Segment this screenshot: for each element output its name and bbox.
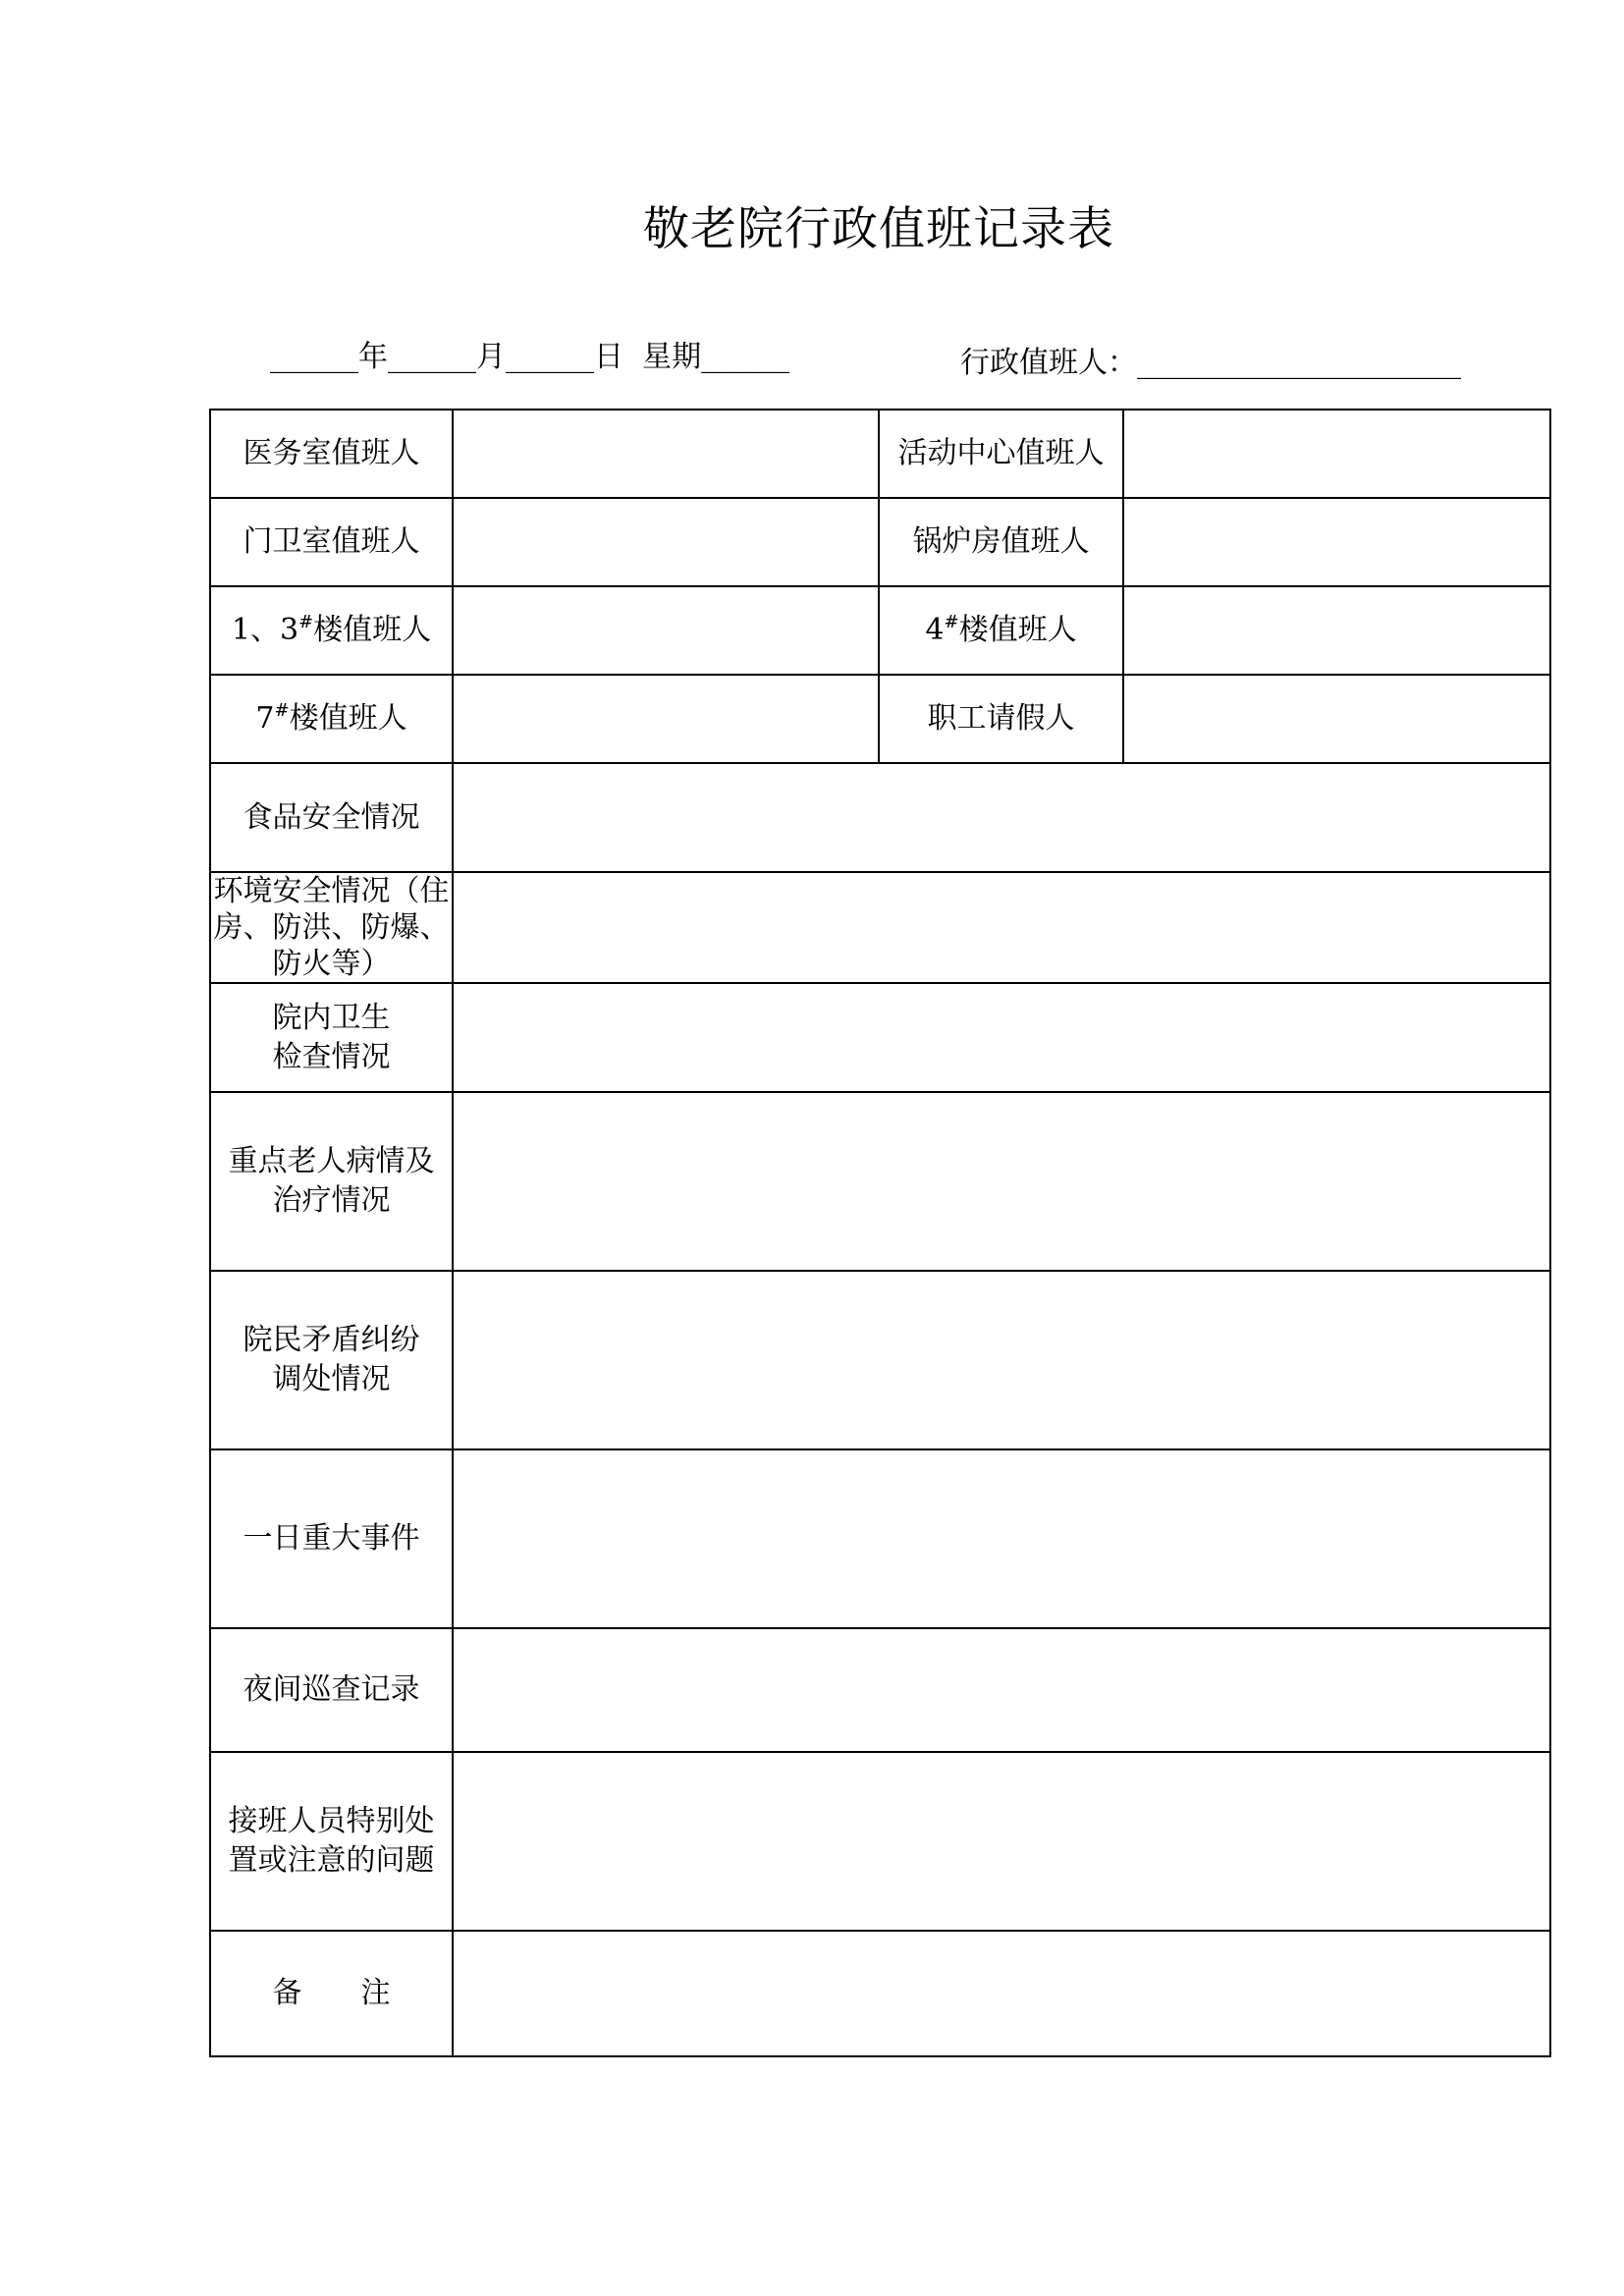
gate-room-field[interactable] [453,498,879,586]
table-row [210,498,1550,586]
key-elderly-label-line2: 治疗情况 [272,1183,391,1218]
table-row [210,763,1550,872]
key-elderly-field[interactable] [453,1092,1550,1271]
remarks-label [210,1931,453,2056]
medical-room-field[interactable] [453,410,879,498]
building-label-suffix: 楼值班人 [313,613,432,647]
building-1-3-label [210,586,453,675]
building-4-number: 4 [925,613,945,647]
building-1-3-number: 1、3 [231,613,299,647]
remarks-char-2: 注 [360,1976,391,2010]
food-safety-field[interactable] [453,763,1550,872]
activity-center-field[interactable] [1123,410,1550,498]
dispute-label [210,1271,453,1449]
handover-field[interactable] [453,1752,1550,1931]
duty-person-line[interactable]: 行政值班人：______________________ [960,346,1461,380]
staff-leave-label: 职工请假人 [879,675,1123,763]
building-7-number: 7 [255,701,275,736]
building-label-suffix: 楼值班人 [958,613,1077,647]
key-elderly-label [210,1092,453,1271]
staff-leave-field[interactable] [1123,675,1550,763]
boiler-room-label: 锅炉房值班人 [879,498,1123,586]
key-elderly-label-line1: 重点老人病情及 [228,1144,435,1178]
remarks-char-1: 备 [272,1976,302,2010]
environment-safety-label: 环境安全情况（住房、防洪、防爆、防火等） [210,872,453,983]
document-title: 敬老院行政值班记录表 [643,202,1114,256]
building-label-suffix: 楼值班人 [289,701,407,736]
building-4-label [879,586,1123,675]
building-7-label [210,675,453,763]
handover-label-line2: 置或注意的问题 [228,1843,435,1878]
gate-room-label: 门卫室值班人 [210,498,453,586]
dispute-field[interactable] [453,1271,1550,1449]
table-row [210,675,1550,763]
dispute-label-line1: 院民矛盾纠纷 [243,1323,420,1357]
table-row [210,983,1550,1092]
building-mark: # [298,612,314,632]
table-row [210,586,1550,675]
medical-room-label: 医务室值班人 [210,410,453,498]
handover-label [210,1752,453,1931]
table-row [210,1449,1550,1628]
major-events-field[interactable] [453,1449,1550,1628]
building-7-field[interactable] [453,675,879,763]
table-row [210,1931,1550,2056]
hygiene-label-line1: 院内卫生 [272,1000,391,1035]
activity-center-label: 活动中心值班人 [879,410,1123,498]
table-row [210,1271,1550,1449]
duty-record-table [209,409,1551,2057]
table-row [210,1092,1550,1271]
dispute-label-line2: 调处情况 [272,1362,391,1396]
table-row [210,1752,1550,1931]
table-row [210,1628,1550,1752]
hygiene-field[interactable] [453,983,1550,1092]
boiler-room-field[interactable] [1123,498,1550,586]
date-weekday-line[interactable]: ______年______月______日 星期______ [270,340,790,374]
building-mark: # [944,612,959,632]
hygiene-label-line2: 检查情况 [272,1039,391,1074]
major-events-label: 一日重大事件 [210,1449,453,1628]
night-patrol-field[interactable] [453,1628,1550,1752]
hygiene-label [210,983,453,1092]
food-safety-label: 食品安全情况 [210,763,453,872]
table-row [210,872,1550,983]
building-1-3-field[interactable] [453,586,879,675]
environment-safety-field[interactable] [453,872,1550,983]
night-patrol-label: 夜间巡查记录 [210,1628,453,1752]
table-row [210,410,1550,498]
building-mark: # [274,700,290,721]
remarks-field[interactable] [453,1931,1550,2056]
building-4-field[interactable] [1123,586,1550,675]
handover-label-line1: 接班人员特别处 [228,1804,435,1838]
